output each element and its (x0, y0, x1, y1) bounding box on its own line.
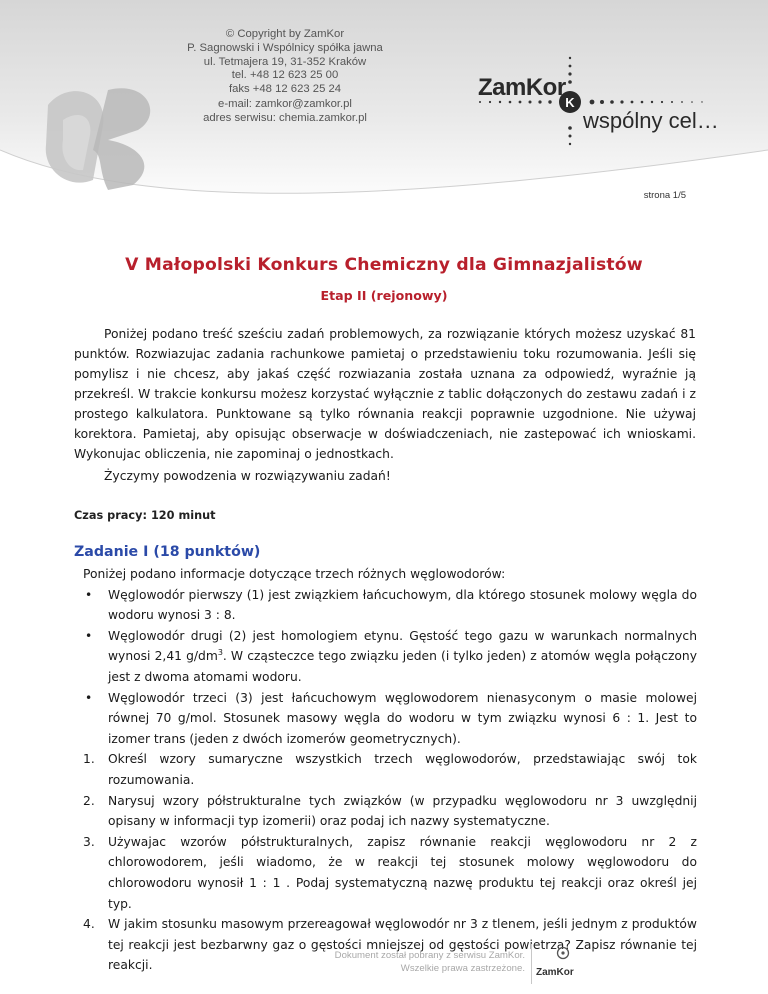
task-1-body (83, 564, 697, 976)
question-number: 2. (83, 793, 95, 808)
list-item (83, 626, 697, 688)
footer-notice (320, 950, 525, 975)
intro-paragraph: Poniżej podano treść sześciu zadań problemowych, za rozwiązanie których możesz uzyskać 81 punktów. Rozwiazujac zadania rachunkowe pamietaj o przedstawieniu toku rozumowania. Jeśli się pomylisz i nie chcesz, aby jakaś część rozwiazania została uznana za odpowiedź, wyraźnie ją przekreśl. W trakcie konkursu możesz korzystać wyłącznie z tablic dołączonych do zestawu zadań i z prostego kalkulatora. Punktowane są tylko równania reakcji poprawnie uzgodnione. Nie używaj korektora. Pamietaj, aby opisując obserwacje w doświadczeniach, nie zastepować ich wnioskami. Wykonujac obliczenia, nie zapominaj o jednostkach. (74, 327, 696, 461)
question-item (83, 791, 697, 832)
publisher-email: e-mail: zamkor@zamkor.pl (218, 98, 352, 110)
bullet-mark: • (85, 628, 93, 643)
bullet-mark: • (85, 587, 93, 602)
publisher-phone: tel. +48 12 623 25 00 (231, 69, 339, 82)
list-item (83, 688, 697, 750)
hydrocarbon-1-info: Węglowodór pierwszy (1) jest związkiem łańcuchowym, dla którego stosunek molowy węgla do wodoru wynosi 3 : 8. (108, 587, 697, 623)
publisher-info (140, 28, 430, 97)
publisher-contact (140, 98, 430, 126)
question-text: Używajac wzorów półstrukturalnych, zapisz równanie reakcji węglowodoru nr 2 z chlorowodorem, jeśli wiadomo, że w reakcji tej stosunek molowy węglowodoru do chlorowodoru wynosił 1 : 1 . Podaj systematyczną nazwę produktu tej reakcji oraz określ jej typ. (108, 834, 697, 911)
publisher-fax: faks +48 12 623 25 24 (228, 83, 342, 96)
footer-k-icon (556, 946, 570, 960)
superscript-exponent: 3 (217, 648, 223, 658)
question-number: 3. (83, 834, 95, 849)
brand-name: ZamKor (478, 74, 566, 101)
footer-brand: ZamKor (536, 967, 574, 978)
question-item (83, 832, 697, 914)
footer-line: Dokument został pobrany z serwisu ZamKor. (334, 950, 525, 961)
question-item (83, 749, 697, 790)
svg-text:K: K (565, 95, 575, 110)
time-limit: Czas pracy: 120 minut (74, 509, 216, 522)
hydrocarbon-3-info: Węglowodór trzeci (3) jest łańcuchowym węglowodorem nienasyconym o masie molowej równej 70 g/mol. Stosunek masowy węgla do wodoru w tym związku wynosi 6 : 1. Jest to izomer trans (jeden z dwóch izomerów geometrycznych). (108, 690, 697, 746)
good-luck-line: Życzymy powodzenia w rozwiązywaniu zadań! (104, 469, 391, 483)
page-subtitle: Etap II (rejonowy) (320, 288, 448, 303)
publisher-name: P. Sagnowski i Wspólnicy spółka jawna (187, 41, 383, 54)
hydrocarbon-2-info-part1: Węglowodór drugi (2) jest homologiem etynu. Gęstość tego gazu w warunkach normalnych wynosi 2,41 g/dm (108, 628, 697, 664)
bullet-mark: • (85, 690, 93, 705)
question-number: 4. (83, 917, 95, 932)
page-title: V Małopolski Konkurs Chemiczny dla Gimnazjalistów (125, 255, 643, 275)
task-1-title: Zadanie I (18 punktów) (74, 544, 261, 560)
brand-tagline: wspólny cel… (583, 108, 719, 133)
task-1-lead: Poniżej podano informacje dotyczące trzech różnych węglowodorów: (83, 567, 506, 581)
publisher-address: ul. Tetmajera 19, 31-352 Kraków (203, 55, 367, 68)
question-number: 1. (83, 752, 95, 767)
copyright-line: © Copyright by ZamKor (225, 28, 345, 40)
footer-line: Wszelkie prawa zastrzeżone. (400, 962, 525, 974)
list-item (83, 585, 697, 626)
question-text: W jakim stosunku masowym przereagował węglowodór nr 3 z tlenem, jeśli jednym z produktów tej reakcji jest bezbarwny gaz o gęstości mniejszej od gęstości powietrza? Zapisz równanie tej reakcji. (108, 917, 697, 973)
publisher-website: adres serwisu: chemia.zamkor.pl (203, 111, 367, 124)
page-number: strona 1/5 (643, 190, 686, 201)
hydrocarbon-2-info-part2: . W cząsteczce tego związku jeden (i tylko jeden) z atomów węgla połączony jest z dwoma atomami wodoru. (108, 649, 698, 684)
question-text: Narysuj wzory półstrukturalne tych związków (w przypadku węglowodoru nr 3 uwzględnij opisany w informacji typ izomerii) oraz podaj ich nazwy systematyczne. (108, 793, 697, 829)
question-text: Określ wzory sumaryczne wszystkich trzech węglowodorów, przedstawiając swój tok rozumowania. (108, 752, 697, 787)
